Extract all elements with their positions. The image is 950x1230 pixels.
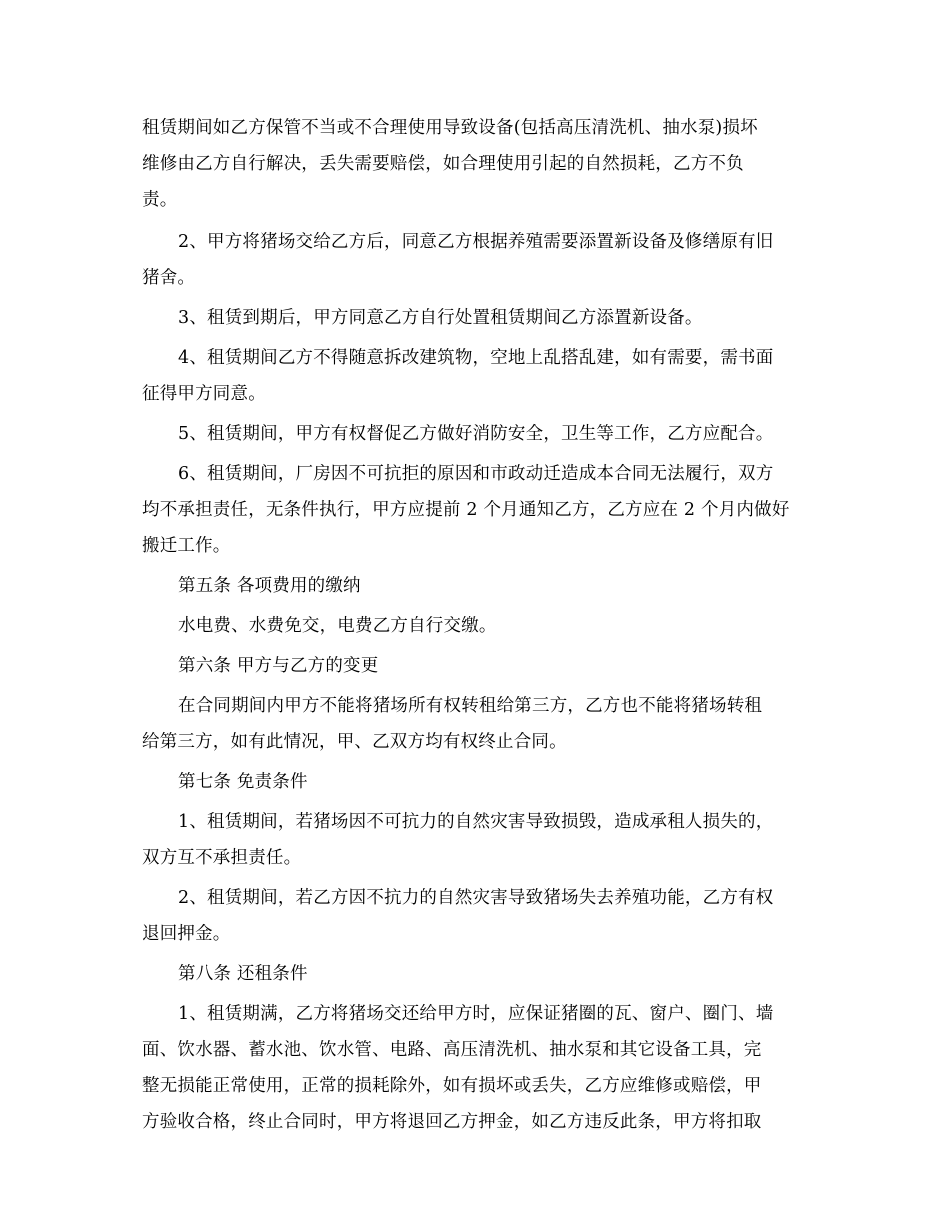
- paragraph-line: 面、饮水器、蓄水池、饮水管、电路、高压清洗机、抽水泵和其它设备工具，完: [142, 1040, 762, 1060]
- paragraph-line: 给第三方，如有此情况，甲、乙双方均有权终止合同。: [142, 732, 567, 752]
- section-heading-6: 第六条 甲方与乙方的变更: [178, 656, 379, 676]
- paragraph-line: 双方互不承担责任。: [142, 848, 302, 868]
- section-heading-7: 第七条 免责条件: [178, 772, 308, 792]
- paragraph-line: 整无损能正常使用，正常的损耗除外，如有损坏或丢失，乙方应维修或赔偿，甲: [142, 1076, 762, 1096]
- clause-item-7-2: 2、租赁期间，若乙方因不抗力的自然灾害导致猪场失去养殖功能，乙方有权: [178, 888, 774, 908]
- clause-item-3: 3、租赁到期后，甲方同意乙方自行处置租赁期间乙方添置新设备。: [178, 308, 703, 328]
- paragraph-line: 搬迁工作。: [142, 536, 231, 556]
- clause-item-8-1: 1、租赁期满，乙方将猪场交还给甲方时，应保证猪圈的瓦、窗户、圈门、墙: [178, 1004, 774, 1024]
- paragraph-line: 退回押金。: [142, 924, 231, 944]
- paragraph-line: 方验收合格，终止合同时，甲方将退回乙方押金，如乙方违反此条，甲方将扣取: [142, 1112, 762, 1132]
- clause-item-5: 5、租赁期间，甲方有权督促乙方做好消防安全，卫生等工作，乙方应配合。: [178, 424, 774, 444]
- paragraph-line: 猪舍。: [142, 268, 196, 288]
- section-heading-5: 第五条 各项费用的缴纳: [178, 576, 361, 596]
- paragraph-line: 均不承担责任，无条件执行，甲方应提前 2 个月通知乙方，乙方应在 2 个月内做好: [142, 500, 790, 520]
- paragraph-line: 责。: [142, 190, 178, 210]
- paragraph-line: 租赁期间如乙方保管不当或不合理使用导致设备(包括高压清洗机、抽水泵)损坏: [142, 118, 758, 138]
- clause-item-4: 4、租赁期间乙方不得随意拆改建筑物，空地上乱搭乱建，如有需要，需书面: [178, 348, 774, 368]
- paragraph-line: 水电费、水费免交，电费乙方自行交缴。: [178, 616, 497, 636]
- paragraph-line: 征得甲方同意。: [142, 384, 266, 404]
- clause-item-7-1: 1、租赁期间，若猪场因不可抗力的自然灾害导致损毁，造成承租人损失的，: [178, 812, 774, 832]
- paragraph-line: 维修由乙方自行解决，丢失需要赔偿，如合理使用引起的自然损耗，乙方不负: [142, 154, 744, 174]
- section-heading-8: 第八条 还租条件: [178, 964, 308, 984]
- paragraph-line: 在合同期间内甲方不能将猪场所有权转租给第三方，乙方也不能将猪场转租: [178, 696, 763, 716]
- clause-item-2: 2、甲方将猪场交给乙方后，同意乙方根据养殖需要添置新设备及修缮原有旧: [178, 232, 774, 252]
- clause-item-6: 6、租赁期间，厂房因不可抗拒的原因和市政动迁造成本合同无法履行，双方: [178, 464, 774, 484]
